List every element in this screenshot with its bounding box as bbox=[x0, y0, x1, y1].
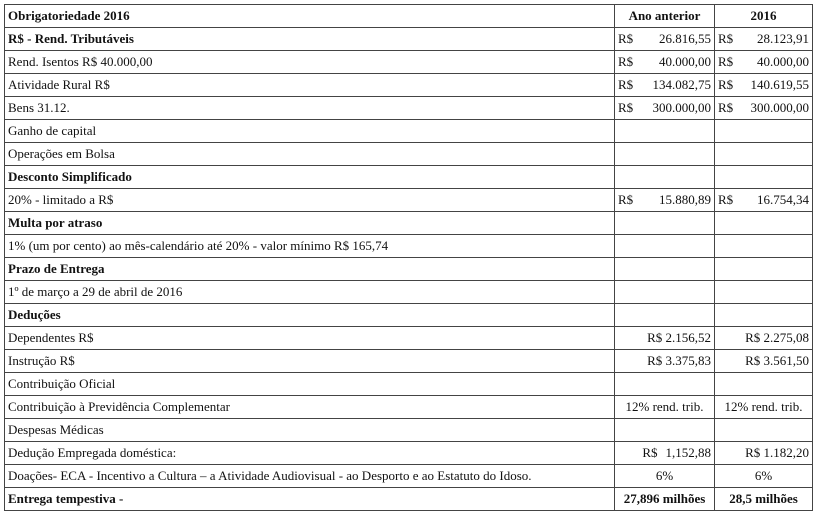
table-section-row bbox=[5, 212, 813, 235]
currency: R$ bbox=[618, 100, 634, 115]
row-label: Operações em Bolsa bbox=[5, 143, 615, 166]
amount: 28.123,91 bbox=[757, 31, 809, 46]
value-previous bbox=[615, 373, 715, 396]
table-row bbox=[5, 51, 813, 74]
value-previous bbox=[615, 212, 715, 235]
row-label: Rend. Isentos R$ 40.000,00 bbox=[5, 51, 615, 74]
value-previous bbox=[615, 28, 715, 51]
table-section-row bbox=[5, 258, 813, 281]
value-current bbox=[715, 166, 813, 189]
amount: 15.880,89 bbox=[659, 192, 711, 207]
currency: R$ bbox=[618, 77, 634, 92]
row-label: 20% - limitado a R$ bbox=[5, 189, 615, 212]
value-previous bbox=[615, 235, 715, 258]
value-current bbox=[715, 28, 813, 51]
table-row bbox=[5, 442, 813, 465]
value-current: 6% bbox=[715, 465, 813, 488]
row-label: Dedução Empregada doméstica: bbox=[5, 442, 615, 465]
section-heading: Deduções bbox=[5, 304, 615, 327]
value-current bbox=[715, 373, 813, 396]
tax-obligations-table bbox=[4, 4, 813, 511]
row-label: Dependentes R$ bbox=[5, 327, 615, 350]
value-previous bbox=[615, 258, 715, 281]
value-previous bbox=[615, 442, 715, 465]
value-current: R$ 2.275,08 bbox=[715, 327, 813, 350]
value-previous bbox=[615, 143, 715, 166]
amount: 134.082,75 bbox=[652, 77, 711, 92]
row-label: Entrega tempestiva - bbox=[5, 488, 615, 511]
table-container bbox=[4, 4, 813, 511]
value-current bbox=[715, 258, 813, 281]
amount: 140.619,55 bbox=[750, 77, 809, 92]
table-row bbox=[5, 143, 813, 166]
value-current bbox=[715, 419, 813, 442]
table-row bbox=[5, 419, 813, 442]
table-row bbox=[5, 396, 813, 419]
value-current bbox=[715, 74, 813, 97]
value-current bbox=[715, 304, 813, 327]
value-current bbox=[715, 212, 813, 235]
value-current bbox=[715, 235, 813, 258]
column-header-current-year: 2016 bbox=[715, 5, 813, 28]
table-row bbox=[5, 281, 813, 304]
column-header-previous-year: Ano anterior bbox=[615, 5, 715, 28]
currency: R$ bbox=[718, 31, 734, 46]
value-current: R$ 3.561,50 bbox=[715, 350, 813, 373]
value-previous bbox=[615, 166, 715, 189]
row-label: 1º de março a 29 de abril de 2016 bbox=[5, 281, 615, 304]
table-row bbox=[5, 327, 813, 350]
table-row bbox=[5, 350, 813, 373]
table-row bbox=[5, 465, 813, 488]
amount: 40.000,00 bbox=[757, 54, 809, 69]
currency: R$ bbox=[718, 192, 734, 207]
section-heading: Desconto Simplificado bbox=[5, 166, 615, 189]
currency: R$ bbox=[718, 77, 734, 92]
value-current: 12% rend. trib. bbox=[715, 396, 813, 419]
table-section-row bbox=[5, 304, 813, 327]
value-previous bbox=[615, 74, 715, 97]
value-previous: R$ 2.156,52 bbox=[615, 327, 715, 350]
value-previous: 6% bbox=[615, 465, 715, 488]
value-current bbox=[715, 97, 813, 120]
amount: 40.000,00 bbox=[659, 54, 711, 69]
value-previous bbox=[615, 281, 715, 304]
value-current bbox=[715, 143, 813, 166]
row-label: Ganho de capital bbox=[5, 120, 615, 143]
table-header-row bbox=[5, 5, 813, 28]
amount: 300.000,00 bbox=[750, 100, 809, 115]
amount: 16.754,34 bbox=[757, 192, 809, 207]
currency: R$ bbox=[718, 54, 734, 69]
row-label: Bens 31.12. bbox=[5, 97, 615, 120]
value-current: 28,5 milhões bbox=[715, 488, 813, 511]
section-heading: Prazo de Entrega bbox=[5, 258, 615, 281]
table-row bbox=[5, 97, 813, 120]
row-label: R$ - Rend. Tributáveis bbox=[5, 28, 615, 51]
value-current bbox=[715, 189, 813, 212]
table-row bbox=[5, 74, 813, 97]
value-previous bbox=[615, 189, 715, 212]
value-previous bbox=[615, 419, 715, 442]
table-row bbox=[5, 120, 813, 143]
table-row bbox=[5, 28, 813, 51]
row-label: Doações- ECA - Incentivo a Cultura – a Atividade Audiovisual - ao Desporto e ao Estatuto do Idoso. bbox=[5, 465, 615, 488]
currency: R$ bbox=[618, 54, 634, 69]
table-title: Obrigatoriedade 2016 bbox=[5, 5, 615, 28]
currency: R$ bbox=[618, 31, 634, 46]
currency: R$ bbox=[718, 100, 734, 115]
row-label: Contribuição à Previdência Complementar bbox=[5, 396, 615, 419]
table-total-row bbox=[5, 488, 813, 511]
row-label: Atividade Rural R$ bbox=[5, 74, 615, 97]
value-current bbox=[715, 281, 813, 304]
value-previous bbox=[615, 304, 715, 327]
table-row bbox=[5, 189, 813, 212]
value-previous bbox=[615, 97, 715, 120]
table-row bbox=[5, 373, 813, 396]
currency: R$ bbox=[618, 192, 634, 207]
amount: 26.816,55 bbox=[659, 31, 711, 46]
value-previous bbox=[615, 51, 715, 74]
row-label: Contribuição Oficial bbox=[5, 373, 615, 396]
value-previous bbox=[615, 120, 715, 143]
value-previous: 27,896 milhões bbox=[615, 488, 715, 511]
value-current bbox=[715, 120, 813, 143]
table-section-row bbox=[5, 166, 813, 189]
row-label: Instrução R$ bbox=[5, 350, 615, 373]
row-label: Despesas Médicas bbox=[5, 419, 615, 442]
value-current bbox=[715, 51, 813, 74]
section-heading: Multa por atraso bbox=[5, 212, 615, 235]
row-label: 1% (um por cento) ao mês-calendário até 20% - valor mínimo R$ 165,74 bbox=[5, 235, 615, 258]
currency: R$ bbox=[642, 445, 658, 460]
value-previous: R$ 3.375,83 bbox=[615, 350, 715, 373]
value-previous: 12% rend. trib. bbox=[615, 396, 715, 419]
value-current: R$ 1.182,20 bbox=[715, 442, 813, 465]
amount: 1,152,88 bbox=[665, 445, 711, 460]
amount: 300.000,00 bbox=[652, 100, 711, 115]
table-row bbox=[5, 235, 813, 258]
